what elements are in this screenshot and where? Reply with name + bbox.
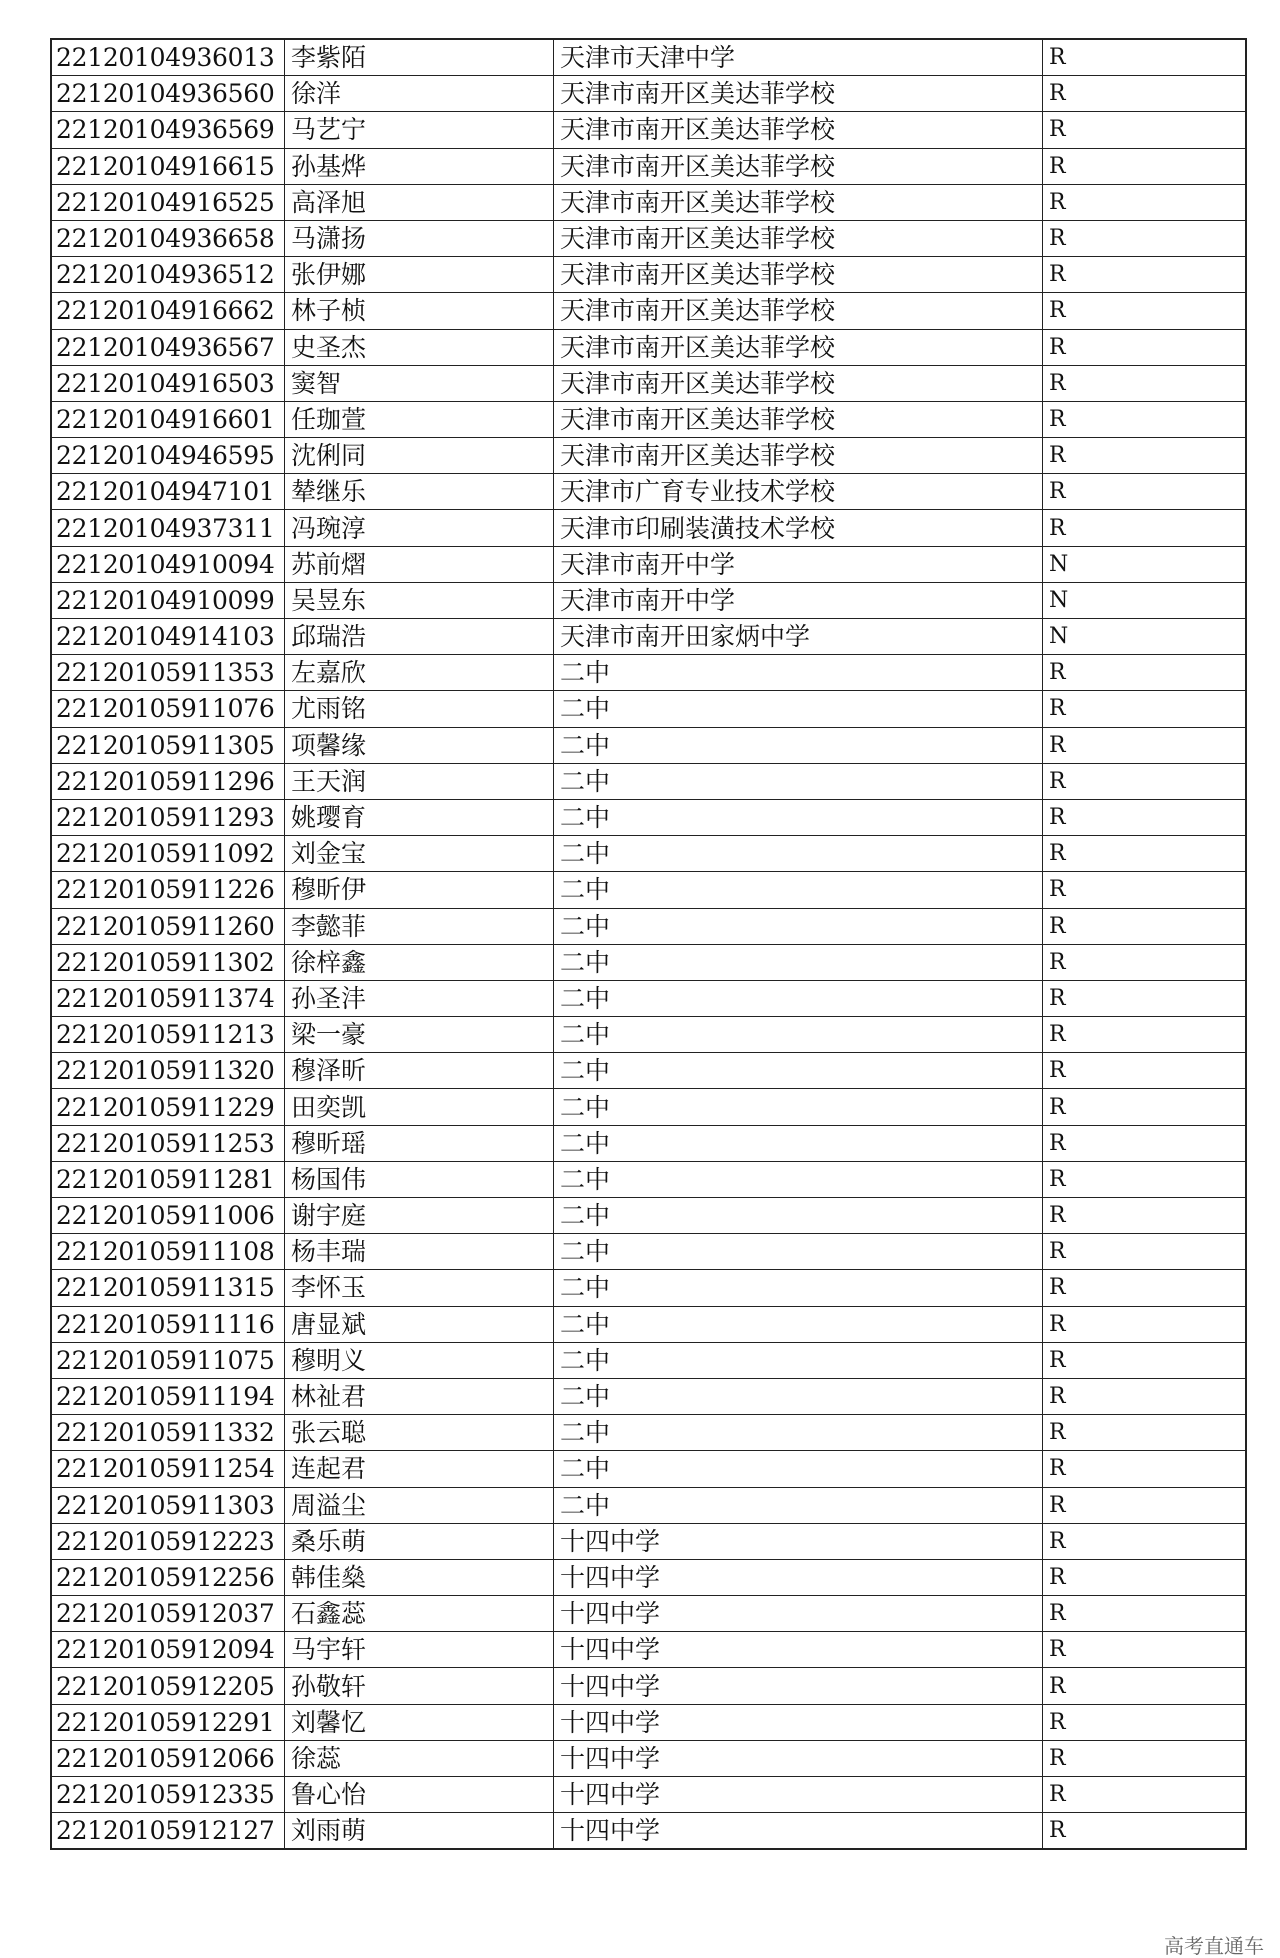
student-name-cell: 张云聪 [285,1415,554,1451]
student-name-cell: 徐蕊 [285,1740,554,1776]
exam-id-cell: 22120104936013 [51,39,285,76]
table-row [51,1089,1246,1125]
exam-id-cell: 22120105911281 [51,1161,285,1197]
table-row [51,293,1246,329]
student-roster-table [50,38,1247,1850]
exam-id-cell: 22120105911253 [51,1125,285,1161]
exam-id-cell: 22120105911315 [51,1270,285,1306]
exam-id-cell: 22120105911075 [51,1342,285,1378]
school-cell: 天津市南开区美达菲学校 [554,76,1043,112]
table-row [51,76,1246,112]
category-code-cell: R [1043,691,1247,727]
school-cell: 十四中学 [554,1813,1043,1850]
table-row [51,1234,1246,1270]
category-code-cell: R [1043,1668,1247,1704]
category-code-cell: R [1043,1270,1247,1306]
school-cell: 二中 [554,1053,1043,1089]
school-cell: 二中 [554,1198,1043,1234]
category-code-cell: R [1043,1017,1247,1053]
category-code-cell: N [1043,546,1247,582]
exam-id-cell: 22120105911226 [51,872,285,908]
school-cell: 二中 [554,1487,1043,1523]
table-row [51,438,1246,474]
student-name-cell: 杨国伟 [285,1161,554,1197]
student-name-cell: 田奕凯 [285,1089,554,1125]
category-code-cell: R [1043,1378,1247,1414]
category-code-cell: R [1043,148,1247,184]
exam-id-cell: 22120104936658 [51,220,285,256]
student-name-cell: 马宇轩 [285,1632,554,1668]
student-name-cell: 石鑫蕊 [285,1596,554,1632]
category-code-cell: R [1043,329,1247,365]
table-row [51,401,1246,437]
student-name-cell: 桑乐萌 [285,1523,554,1559]
exam-id-cell: 22120104936560 [51,76,285,112]
school-cell: 天津市南开区美达菲学校 [554,112,1043,148]
table-row [51,691,1246,727]
exam-id-cell: 22120105911076 [51,691,285,727]
student-name-cell: 张伊娜 [285,257,554,293]
school-cell: 二中 [554,872,1043,908]
exam-id-cell: 22120104936569 [51,112,285,148]
table-row [51,799,1246,835]
student-name-cell: 韩佳燊 [285,1559,554,1595]
exam-id-cell: 22120105912037 [51,1596,285,1632]
category-code-cell: R [1043,1596,1247,1632]
table-row [51,1198,1246,1234]
exam-id-cell: 22120105911260 [51,908,285,944]
category-code-cell: R [1043,1342,1247,1378]
school-cell: 二中 [554,763,1043,799]
exam-id-cell: 22120105911305 [51,727,285,763]
student-name-cell: 孙圣沣 [285,980,554,1016]
category-code-cell: R [1043,980,1247,1016]
table-row [51,1632,1246,1668]
table-row [51,582,1246,618]
school-cell: 二中 [554,1306,1043,1342]
exam-id-cell: 22120105912094 [51,1632,285,1668]
category-code-cell: R [1043,438,1247,474]
student-name-cell: 穆昕伊 [285,872,554,908]
table-row [51,872,1246,908]
category-code-cell: R [1043,1306,1247,1342]
table-row [51,112,1246,148]
student-name-cell: 吴昱东 [285,582,554,618]
exam-id-cell: 22120105911194 [51,1378,285,1414]
student-name-cell: 穆昕瑶 [285,1125,554,1161]
category-code-cell: R [1043,220,1247,256]
student-name-cell: 林子桢 [285,293,554,329]
category-code-cell: R [1043,1125,1247,1161]
table-row [51,1053,1246,1089]
student-name-cell: 苏前熠 [285,546,554,582]
student-name-cell: 孙敬轩 [285,1668,554,1704]
table-row [51,329,1246,365]
table-row [51,474,1246,510]
exam-id-cell: 22120105912256 [51,1559,285,1595]
student-name-cell: 任珈萱 [285,401,554,437]
category-code-cell: R [1043,293,1247,329]
school-cell: 十四中学 [554,1777,1043,1813]
watermark-text: 高考直通车 [1164,1934,1264,1958]
school-cell: 二中 [554,1161,1043,1197]
school-cell: 十四中学 [554,1596,1043,1632]
category-code-cell: N [1043,619,1247,655]
student-name-cell: 窦智 [285,365,554,401]
school-cell: 十四中学 [554,1704,1043,1740]
table-row [51,1668,1246,1704]
student-name-cell: 孙基烨 [285,148,554,184]
table-row [51,980,1246,1016]
exam-id-cell: 22120105911332 [51,1415,285,1451]
category-code-cell: R [1043,1451,1247,1487]
exam-id-cell: 22120104947101 [51,474,285,510]
category-code-cell: R [1043,365,1247,401]
category-code-cell: R [1043,184,1247,220]
student-name-cell: 尤雨铭 [285,691,554,727]
table-row [51,655,1246,691]
exam-id-cell: 22120105911254 [51,1451,285,1487]
exam-id-cell: 22120104916601 [51,401,285,437]
school-cell: 天津市南开区美达菲学校 [554,257,1043,293]
student-name-cell: 史圣杰 [285,329,554,365]
student-name-cell: 高泽旭 [285,184,554,220]
school-cell: 天津市南开区美达菲学校 [554,329,1043,365]
table-row [51,1523,1246,1559]
school-cell: 二中 [554,727,1043,763]
exam-id-cell: 22120105911320 [51,1053,285,1089]
student-name-cell: 刘雨萌 [285,1813,554,1850]
table-row [51,510,1246,546]
exam-id-cell: 22120104910099 [51,582,285,618]
table-row [51,39,1246,76]
exam-id-cell: 22120105911353 [51,655,285,691]
school-cell: 天津市南开田家炳中学 [554,619,1043,655]
school-cell: 二中 [554,1089,1043,1125]
table-row [51,1342,1246,1378]
category-code-cell: N [1043,582,1247,618]
table-row [51,1017,1246,1053]
school-cell: 二中 [554,1017,1043,1053]
table-row [51,763,1246,799]
exam-id-cell: 22120105911092 [51,836,285,872]
school-cell: 天津市广育专业技术学校 [554,474,1043,510]
category-code-cell: R [1043,474,1247,510]
category-code-cell: R [1043,836,1247,872]
category-code-cell: R [1043,799,1247,835]
category-code-cell: R [1043,39,1247,76]
school-cell: 十四中学 [554,1668,1043,1704]
table-row [51,546,1246,582]
school-cell: 二中 [554,1342,1043,1378]
table-row [51,220,1246,256]
category-code-cell: R [1043,944,1247,980]
school-cell: 天津市天津中学 [554,39,1043,76]
category-code-cell: R [1043,1813,1247,1850]
student-name-cell: 谢宇庭 [285,1198,554,1234]
category-code-cell: R [1043,1632,1247,1668]
exam-id-cell: 22120104916525 [51,184,285,220]
category-code-cell: R [1043,401,1247,437]
school-cell: 二中 [554,980,1043,1016]
exam-id-cell: 22120105911374 [51,980,285,1016]
exam-id-cell: 22120105912291 [51,1704,285,1740]
exam-id-cell: 22120105911293 [51,799,285,835]
school-cell: 二中 [554,1234,1043,1270]
school-cell: 十四中学 [554,1559,1043,1595]
category-code-cell: R [1043,1487,1247,1523]
exam-id-cell: 22120105911302 [51,944,285,980]
school-cell: 天津市南开区美达菲学校 [554,184,1043,220]
exam-id-cell: 22120105912127 [51,1813,285,1850]
school-cell: 十四中学 [554,1740,1043,1776]
school-cell: 二中 [554,1415,1043,1451]
school-cell: 二中 [554,691,1043,727]
category-code-cell: R [1043,1559,1247,1595]
exam-id-cell: 22120105912205 [51,1668,285,1704]
school-cell: 二中 [554,1451,1043,1487]
student-name-cell: 唐显斌 [285,1306,554,1342]
student-name-cell: 李怀玉 [285,1270,554,1306]
exam-id-cell: 22120105911303 [51,1487,285,1523]
school-cell: 天津市印刷装潢技术学校 [554,510,1043,546]
table-row [51,1270,1246,1306]
table-row [51,1777,1246,1813]
student-name-cell: 左嘉欣 [285,655,554,691]
student-name-cell: 李懿菲 [285,908,554,944]
school-cell: 天津市南开区美达菲学校 [554,401,1043,437]
student-name-cell: 林祉君 [285,1378,554,1414]
school-cell: 十四中学 [554,1523,1043,1559]
table-row [51,148,1246,184]
table-row [51,1596,1246,1632]
table-row [51,619,1246,655]
table-row [51,257,1246,293]
exam-id-cell: 22120105912223 [51,1523,285,1559]
school-cell: 二中 [554,655,1043,691]
school-cell: 天津市南开中学 [554,546,1043,582]
category-code-cell: R [1043,1523,1247,1559]
table-row [51,1559,1246,1595]
exam-id-cell: 22120104936567 [51,329,285,365]
school-cell: 天津市南开区美达菲学校 [554,365,1043,401]
student-name-cell: 辇继乐 [285,474,554,510]
table-row [51,1813,1246,1850]
school-cell: 十四中学 [554,1632,1043,1668]
school-cell: 天津市南开区美达菲学校 [554,220,1043,256]
category-code-cell: R [1043,510,1247,546]
school-cell: 天津市南开区美达菲学校 [554,293,1043,329]
table-row [51,908,1246,944]
student-name-cell: 梁一豪 [285,1017,554,1053]
category-code-cell: R [1043,1234,1247,1270]
student-name-cell: 连起君 [285,1451,554,1487]
table-row [51,1415,1246,1451]
category-code-cell: R [1043,1198,1247,1234]
student-name-cell: 沈俐同 [285,438,554,474]
table-row [51,1487,1246,1523]
table-row [51,944,1246,980]
student-name-cell: 刘金宝 [285,836,554,872]
student-name-cell: 姚璎育 [285,799,554,835]
student-name-cell: 李紫陌 [285,39,554,76]
category-code-cell: R [1043,1704,1247,1740]
category-code-cell: R [1043,76,1247,112]
category-code-cell: R [1043,1777,1247,1813]
exam-id-cell: 22120104916503 [51,365,285,401]
table-row [51,365,1246,401]
student-name-cell: 马潇扬 [285,220,554,256]
category-code-cell: R [1043,257,1247,293]
table-row [51,1161,1246,1197]
exam-id-cell: 22120105911108 [51,1234,285,1270]
table-row [51,1451,1246,1487]
category-code-cell: R [1043,763,1247,799]
school-cell: 二中 [554,1270,1043,1306]
category-code-cell: R [1043,1053,1247,1089]
student-name-cell: 冯琬淳 [285,510,554,546]
school-cell: 二中 [554,908,1043,944]
student-name-cell: 杨丰瑞 [285,1234,554,1270]
exam-id-cell: 22120105912066 [51,1740,285,1776]
student-name-cell: 项馨缘 [285,727,554,763]
table-row [51,1740,1246,1776]
student-name-cell: 周溢尘 [285,1487,554,1523]
exam-id-cell: 22120104916662 [51,293,285,329]
category-code-cell: R [1043,872,1247,908]
student-name-cell: 马艺宁 [285,112,554,148]
table-row [51,1704,1246,1740]
school-cell: 二中 [554,799,1043,835]
category-code-cell: R [1043,727,1247,763]
table-row [51,184,1246,220]
exam-id-cell: 22120104946595 [51,438,285,474]
table-row [51,1125,1246,1161]
school-cell: 二中 [554,1378,1043,1414]
exam-id-cell: 22120104916615 [51,148,285,184]
student-name-cell: 邱瑞浩 [285,619,554,655]
table-row [51,727,1246,763]
student-name-cell: 穆泽昕 [285,1053,554,1089]
student-name-cell: 鲁心怡 [285,1777,554,1813]
school-cell: 二中 [554,836,1043,872]
exam-id-cell: 22120105911229 [51,1089,285,1125]
table-row [51,836,1246,872]
exam-id-cell: 22120105911296 [51,763,285,799]
student-name-cell: 穆明义 [285,1342,554,1378]
school-cell: 二中 [554,1125,1043,1161]
exam-id-cell: 22120104914103 [51,619,285,655]
category-code-cell: R [1043,908,1247,944]
school-cell: 天津市南开中学 [554,582,1043,618]
category-code-cell: R [1043,1415,1247,1451]
exam-id-cell: 22120105911213 [51,1017,285,1053]
school-cell: 天津市南开区美达菲学校 [554,148,1043,184]
school-cell: 二中 [554,944,1043,980]
student-name-cell: 徐梓鑫 [285,944,554,980]
exam-id-cell: 22120104910094 [51,546,285,582]
exam-id-cell: 22120104937311 [51,510,285,546]
table-row [51,1378,1246,1414]
table-row [51,1306,1246,1342]
exam-id-cell: 22120105912335 [51,1777,285,1813]
student-name-cell: 刘馨忆 [285,1704,554,1740]
category-code-cell: R [1043,1089,1247,1125]
school-cell: 天津市南开区美达菲学校 [554,438,1043,474]
exam-id-cell: 22120105911006 [51,1198,285,1234]
category-code-cell: R [1043,1161,1247,1197]
category-code-cell: R [1043,655,1247,691]
category-code-cell: R [1043,1740,1247,1776]
exam-id-cell: 22120104936512 [51,257,285,293]
category-code-cell: R [1043,112,1247,148]
student-name-cell: 徐洋 [285,76,554,112]
exam-id-cell: 22120105911116 [51,1306,285,1342]
student-name-cell: 王天润 [285,763,554,799]
roster-body [51,39,1246,1849]
